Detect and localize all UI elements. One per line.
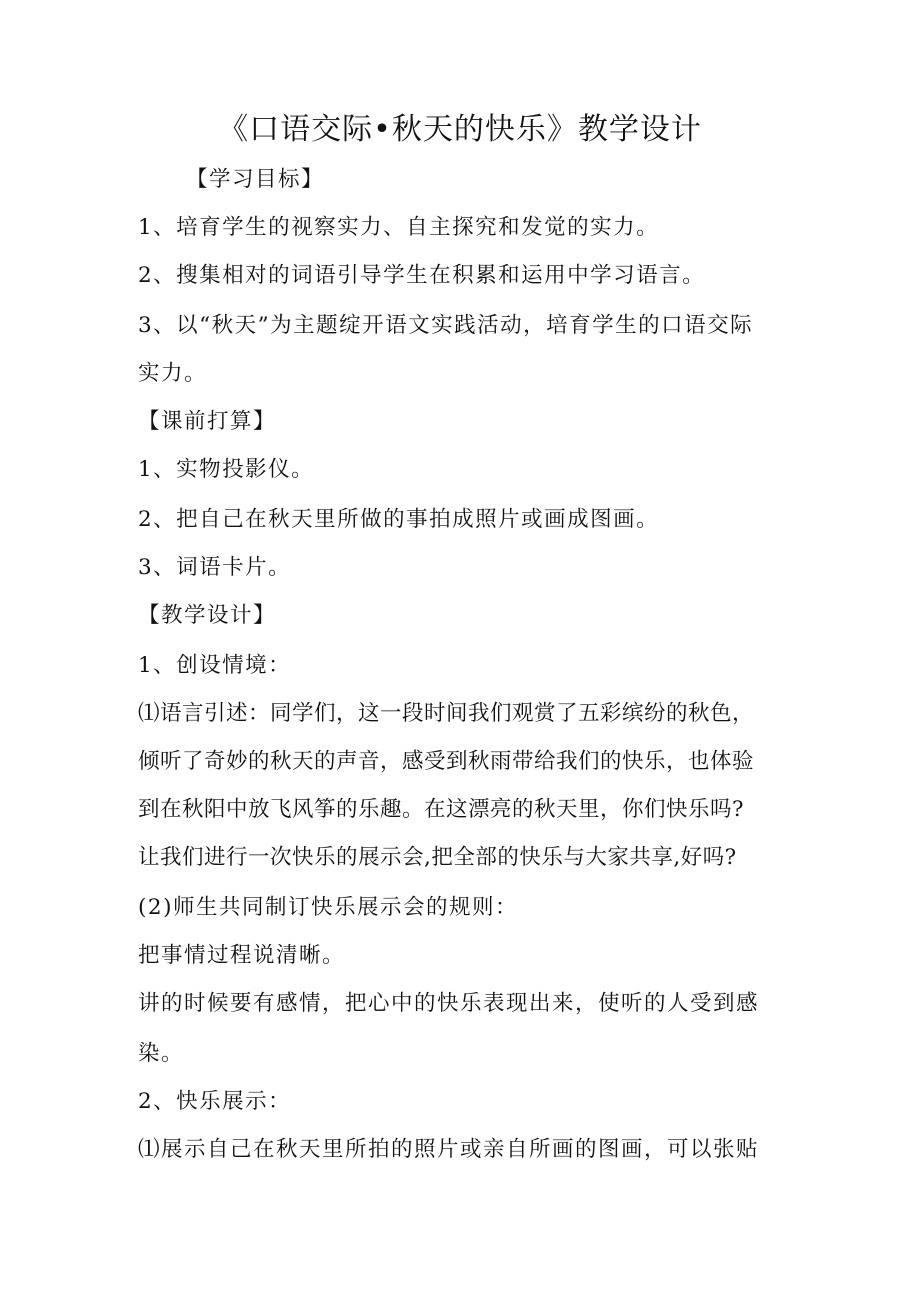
- section-heading-teaching-design: 【教学设计】: [138, 603, 277, 628]
- paragraph-line: 把事情过程说清晰。: [138, 943, 346, 968]
- paragraph-line: 1、培育学生的视察实力、自主探究和发觉的实力。: [138, 215, 660, 240]
- document-title: 《口语交际•秋天的快乐》教学设计: [218, 112, 702, 147]
- section-heading-learning-goals: 【学习目标】: [186, 167, 325, 192]
- paragraph-line: 实力。: [138, 361, 208, 386]
- paragraph-line: ⑴展示自己在秋天里所拍的照片或亲自所画的图画，可以张贴: [138, 1137, 760, 1162]
- paragraph-line: 倾听了奇妙的秋天的声音，感受到秋雨带给我们的快乐，也体验: [138, 749, 755, 774]
- paragraph-line: 到在秋阳中放飞风筝的乐趣。在这漂亮的秋天里，你们快乐吗?: [138, 797, 745, 822]
- paragraph-line: 1、创设情境：: [138, 653, 292, 678]
- paragraph-line: 3、词语卡片。: [138, 555, 292, 580]
- paragraph-line: 染。: [138, 1041, 185, 1066]
- paragraph-line: 3、以“秋天”为主题绽开语文实践活动，培育学生的口语交际: [138, 313, 754, 338]
- paragraph-line: 2、快乐展示：: [138, 1089, 292, 1114]
- paragraph-line: 让我们进行一次快乐的展示会,把全部的快乐与大家共享,好吗?: [138, 845, 737, 870]
- paragraph-line: (2)师生共同制订快乐展示会的规则：: [138, 895, 518, 920]
- paragraph-line: 2、把自己在秋天里所做的事拍成照片或画成图画。: [138, 507, 660, 532]
- paragraph-line: 2、搜集相对的词语引导学生在积累和运用中学习语言。: [138, 263, 706, 288]
- paragraph-line: 1、实物投影仪。: [138, 457, 315, 482]
- section-heading-preparation: 【课前打算】: [138, 409, 277, 434]
- paragraph-line: ⑴语言引述：同学们，这一段时间我们观赏了五彩缤纷的秋色，: [138, 701, 755, 726]
- paragraph-line: 讲的时候要有感情，把心中的快乐表现出来，使听的人受到感: [138, 991, 760, 1016]
